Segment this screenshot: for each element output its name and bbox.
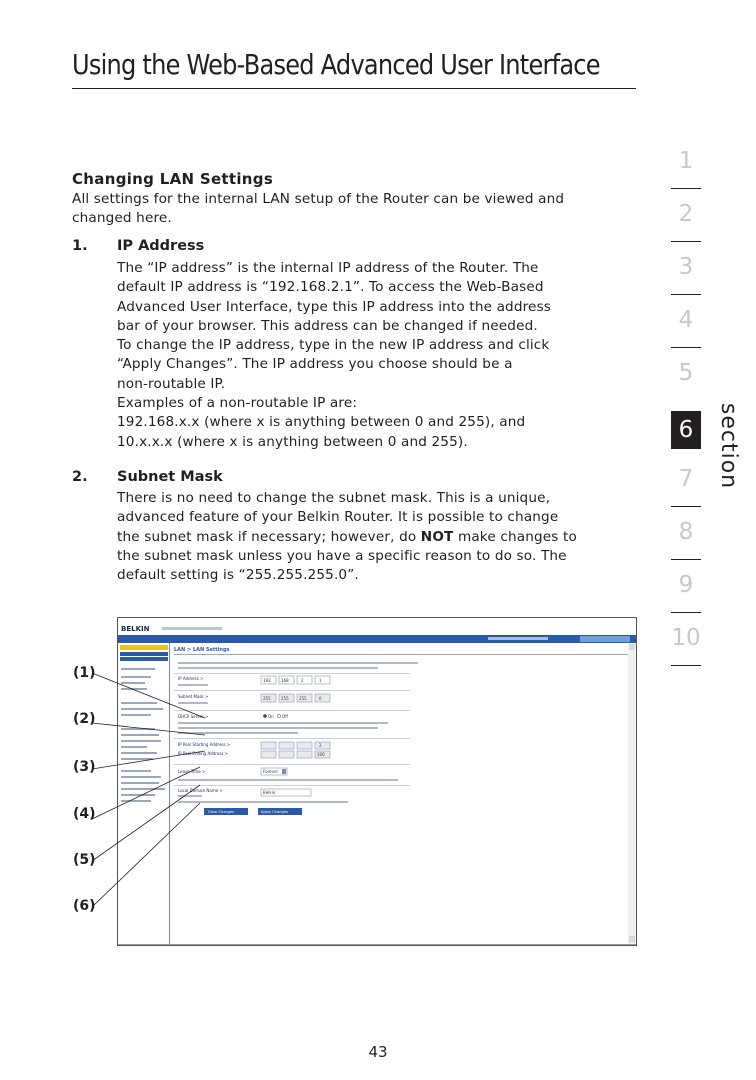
body-line: Examples of a non-routable IP are: [117,395,358,412]
subnet-octet: 255 [299,696,307,701]
title-rule [72,88,636,89]
section-tab-2[interactable]: 2 [678,201,694,227]
pool-end-octet: 100 [317,752,325,757]
intro-paragraph [72,190,642,229]
callout-leaders [70,655,310,925]
body-line: Advanced User Interface, type this IP address into the address [117,298,552,315]
callout-4: (4) [73,806,96,822]
lease-label: Lease Time > [178,769,206,774]
page-title: Using the Web-Based Advanced User Interface [72,48,600,81]
body-line: default setting is “255.255.255.0”. [117,567,359,584]
section-tab-9[interactable]: 9 [678,572,694,598]
tab-divider [671,294,701,295]
tab-divider [671,347,701,348]
item-heading: IP Address [117,238,205,254]
tab-divider [671,506,701,507]
tab-divider [671,188,701,189]
emphasis-not: NOT [420,528,454,545]
callout-3: (3) [73,759,96,775]
body-line [117,528,641,547]
domain-input[interactable]: Belkin [263,790,276,795]
body-line: The “IP address” is the internal IP address of the Router. The [117,260,539,276]
item-body [117,489,641,585]
body-line: the subnet mask unless you have a specific reason to do so. The [117,547,567,564]
tab-divider [671,241,701,242]
body-line: non-routable IP. [117,375,226,392]
dhcp-label: DHCP Server > [178,714,209,719]
apply-changes-button[interactable]: Apply Changes [261,810,288,814]
domain-label: Local Domain Name > [178,788,223,793]
section-tab-1[interactable]: 1 [678,148,694,174]
ip-octet: 2 [301,678,304,683]
item-heading: Subnet Mask [117,469,223,485]
tab-divider [671,612,701,613]
callout-1: (1) [73,665,96,681]
section-label [708,396,748,496]
dhcp-off: Off [282,714,288,719]
dhcp-on: On [268,714,274,719]
page-number: 43 [368,1043,388,1061]
body-line: To change the IP address, type in the new IP address and click [117,337,550,354]
body-line: There is no need to change the subnet mask. This is a unique, [117,490,551,506]
subnet-octet: 255 [281,696,289,701]
intro-line: changed here. [72,210,172,227]
body-line: “Apply Changes”. The IP address you choose should be a [117,356,513,373]
callout-2: (2) [73,711,96,727]
section-tab-10[interactable]: 10 [671,625,701,651]
section-word: section [716,402,741,490]
body-line-tail: make changes to [457,528,577,545]
lease-select[interactable]: Forever [263,769,279,774]
body-line: 10.x.x.x (where x is anything between 0 and 255). [117,433,468,450]
body-line: default IP address is “192.168.2.1”. To access the Web-Based [117,279,544,296]
screenshot-page-title: LAN > LAN Settings [174,647,230,653]
item-number: 1. [72,238,88,254]
subnet-octet: 255 [263,696,271,701]
section-tab-7[interactable]: 7 [678,466,694,492]
pool-end-label: IP Pool Ending Address > [178,751,229,756]
body-line: bar of your browser. This address can be changed if needed. [117,317,538,334]
clear-changes-button[interactable]: Clear Changes [208,810,235,814]
body-line: 192.168.x.x (where x is anything between 0 and 255), and [117,414,526,431]
section-tab-4[interactable]: 4 [678,307,694,333]
intro-line: All settings for the internal LAN setup of the Router can be viewed and [72,191,565,207]
pool-start-label: IP Pool Starting Address > [178,742,231,747]
tab-divider [671,665,701,666]
callout-6: (6) [73,898,96,914]
callout-5: (5) [73,852,96,868]
section-tab-6-active[interactable]: 6 [671,411,701,449]
ip-address-label: IP Address > [178,676,204,681]
body-line-head: the subnet mask if necessary; however, do [117,528,417,545]
body-line: advanced feature of your Belkin Router. It is possible to change [117,509,559,526]
section-heading: Changing LAN Settings [72,170,274,188]
section-tab-5[interactable]: 5 [678,360,694,386]
subnet-label: Subnet Mask > [178,694,209,699]
ip-octet: 192 [263,678,271,683]
section-tab-8[interactable]: 8 [678,519,694,545]
tab-divider [671,559,701,560]
ip-octet: 1 [319,678,322,683]
brand-logo: BELKIN [121,625,150,633]
item-body [117,259,637,452]
pool-start-octet: 2 [319,743,322,748]
ip-octet: 168 [281,678,289,683]
subnet-octet: 0 [319,696,322,701]
item-number: 2. [72,469,88,485]
section-tab-3[interactable]: 3 [678,254,694,280]
